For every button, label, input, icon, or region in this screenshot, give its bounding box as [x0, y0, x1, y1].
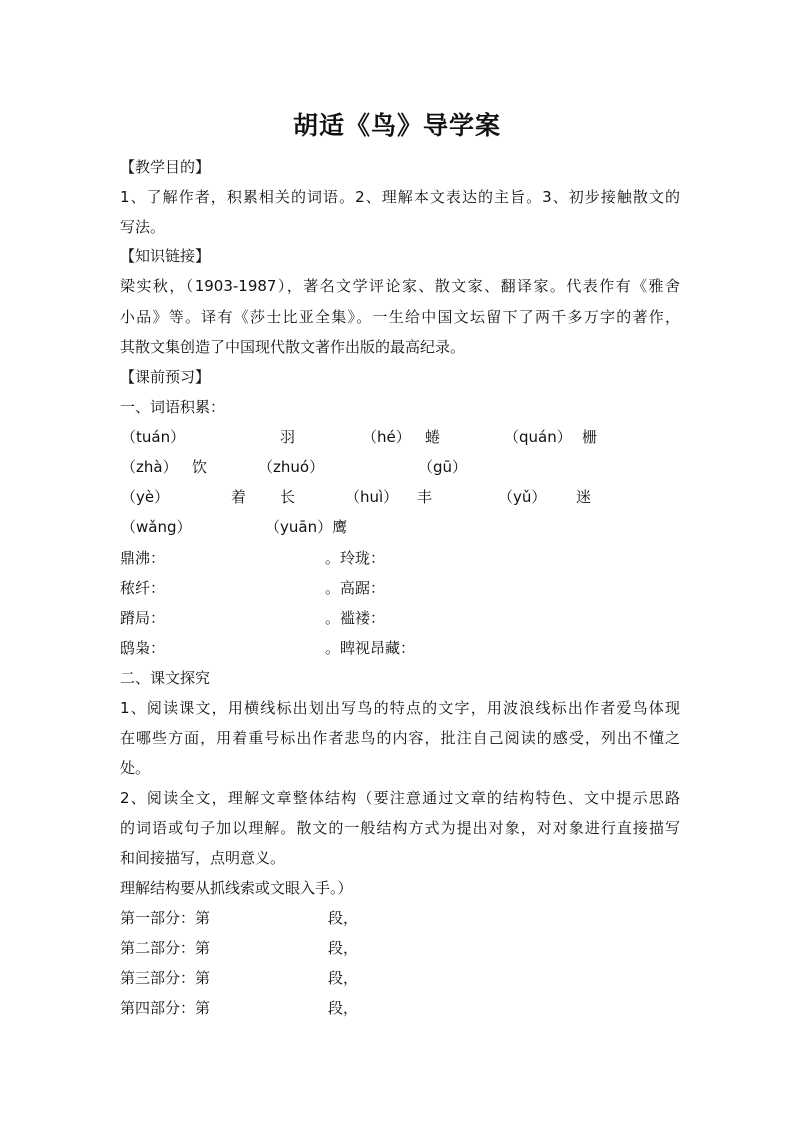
pinyin-item: 着	[231, 488, 247, 506]
part-label: 第四部分：第	[120, 999, 211, 1017]
section-heading-goals: 【教学目的】	[120, 158, 211, 176]
pinyin-item: （zhuó）	[258, 458, 325, 476]
term-item: 。玲珑：	[325, 549, 386, 567]
part-suffix: 段，	[328, 969, 359, 987]
pinyin-item: 羽	[280, 428, 296, 446]
section-heading-preview: 【课前预习】	[120, 368, 211, 386]
part-suffix: 段，	[328, 909, 359, 927]
vocab-heading: 一、词语积累：	[120, 398, 226, 416]
pinyin-item: 长	[280, 488, 296, 506]
pinyin-item: （zhà）	[121, 458, 178, 476]
question-2-line-3: 和间接描写，点明意义。	[120, 849, 286, 867]
pinyin-item: （yè）	[121, 488, 170, 506]
part-label: 第三部分：第	[120, 969, 211, 987]
page-title: 胡适《鸟》导学案	[292, 111, 501, 140]
goals-text-line-1: 1、了解作者，积累相关的词语。2、理解本文表达的主旨。3、初步接触散文的	[120, 188, 680, 206]
pinyin-item: （quán）	[504, 428, 572, 446]
part-suffix: 段，	[328, 939, 359, 957]
part-label: 第二部分：第	[120, 939, 211, 957]
pinyin-item: 栅	[582, 428, 598, 446]
pinyin-item: 饮	[192, 458, 208, 476]
question-1-line-2: 在哪些方面，用着重号标出作者悲鸟的内容，批注自己阅读的感受，列出不懂之	[120, 729, 680, 747]
term-item: 秾纤：	[120, 579, 166, 597]
pinyin-item: （gū）	[418, 458, 468, 476]
question-2-line-4: 理解结构要从抓线索或文眼入手。）	[120, 879, 353, 897]
knowledge-text-line-1: 梁实秋，（1903-1987），著名文学评论家、散文家、翻译家。代表作有《雅舍	[120, 277, 680, 295]
term-item: 。褴褛：	[325, 609, 386, 627]
pinyin-item: 丰	[417, 488, 433, 506]
pinyin-item: （huì）	[345, 488, 399, 506]
pinyin-item: （wǎng）	[121, 518, 192, 536]
question-2-line-2: 的词语或句子加以理解。散文的一般结构方式为提出对象，对对象进行直接描写	[120, 819, 680, 837]
term-item: 。高踞：	[325, 579, 386, 597]
section-heading-knowledge: 【知识链接】	[120, 247, 211, 265]
pinyin-item: （yǔ）	[498, 488, 547, 506]
question-1-line-3: 处。	[120, 759, 151, 777]
knowledge-text-line-2: 小品》等。译有《莎士比亚全集》。一生给中国文坛留下了两千多万字的著作，	[120, 308, 680, 326]
question-2-line-1: 2、阅读全文，理解文章整体结构（要注意通过文章的结构特色、文中提示思路	[120, 789, 680, 807]
pinyin-item: （yuān）鹰	[265, 518, 348, 536]
term-item: 鸱枭：	[120, 639, 166, 657]
pinyin-item: （hé）	[362, 428, 411, 446]
goals-text-line-2: 写法。	[120, 218, 166, 236]
pinyin-item: 迷	[576, 488, 592, 506]
pinyin-item: （tuán）	[121, 428, 186, 446]
pinyin-item: 蜷	[425, 428, 441, 446]
term-item: 鼎沸：	[120, 549, 166, 567]
knowledge-text-line-3: 其散文集创造了中国现代散文著作出版的最高纪录。	[120, 338, 466, 356]
term-item: 。睥视昂藏：	[325, 639, 416, 657]
part-suffix: 段，	[328, 999, 359, 1017]
question-1-line-1: 1、阅读课文，用横线标出划出写鸟的特点的文字，用波浪线标出作者爱鸟体现	[120, 699, 680, 717]
term-item: 蹐局：	[120, 609, 166, 627]
part-label: 第一部分：第	[120, 909, 211, 927]
inquiry-heading: 二、课文探究	[120, 669, 211, 687]
